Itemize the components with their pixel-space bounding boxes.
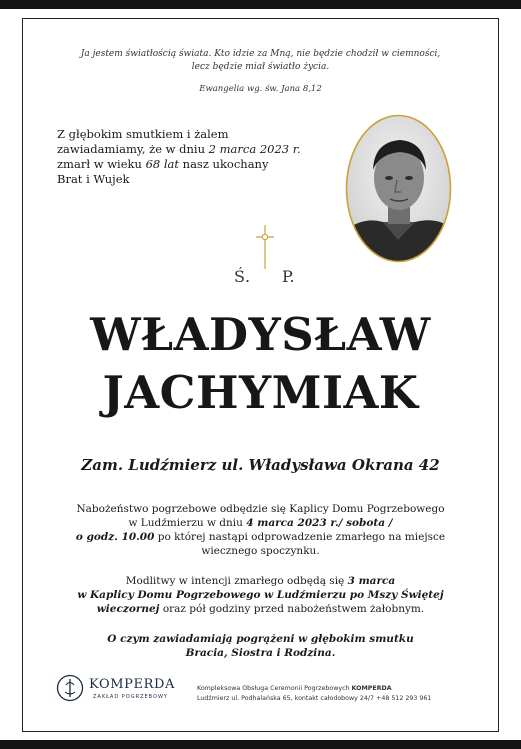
residence-address: Zam. Ludźmierz ul. Władysława Okrana 42	[81, 456, 440, 474]
funeral-line: w Ludźmierzu w dniu 4 marca 2023 r./ sobota /	[128, 517, 393, 529]
age: 68 lat	[145, 157, 180, 171]
logo-subtitle: ZAKŁAD POGRZEBOWY	[93, 694, 168, 700]
top-border	[0, 0, 521, 9]
bottom-border	[0, 740, 521, 749]
intro-line: zawiadamiamy, że w dniu 2 marca 2023 r.	[57, 142, 301, 156]
deceased-last-name: JACHYMIAK	[102, 366, 419, 419]
quote-source: Ewangelia wg. św. Jana 8,12	[199, 84, 322, 94]
funeral-line: Nabożeństwo pogrzebowe odbędzie się Kaplicy Domu Pogrzebowego	[76, 503, 445, 515]
quote-line: lecz będzie miał światło życia.	[191, 62, 330, 72]
logo-emblem-icon	[56, 674, 84, 702]
sp-letter-s: Ś.	[234, 267, 251, 286]
obituary-page	[24, 18, 497, 732]
announcement-intro	[57, 127, 357, 187]
portrait-photo	[343, 112, 454, 265]
inner-border-left	[22, 18, 23, 732]
bible-quote	[24, 48, 497, 74]
funeral-time: o godz. 10.00	[75, 531, 155, 543]
funeral-line: o godz. 10.00 po której nastąpi odprowadzenie zmarłego na miejsce	[75, 531, 446, 543]
logo-name: KOMPERDA	[89, 677, 175, 692]
prayer-date: 3 marca	[347, 575, 396, 587]
funeral-home-contact	[197, 684, 497, 704]
closing-line: Bracia, Siostra i Rodzina.	[185, 647, 336, 659]
prayer-line: wieczornej oraz pół godziny przed nabożeństwem żałobnym.	[96, 603, 425, 615]
closing-note	[44, 632, 477, 660]
komperda-logo	[56, 674, 186, 704]
funeral-line: wiecznego spoczynku.	[201, 545, 320, 557]
prayer-line: Modlitwy w intencji zmarłego odbędą się 3 marca	[125, 575, 396, 587]
death-date: 2 marca 2023 r.	[208, 142, 301, 156]
deceased-first-name: WŁADYSŁAW	[90, 308, 431, 361]
footer-line: Kompleksowa Obsługa Ceremonii Pogrzebowych KOMPERDA	[197, 685, 392, 692]
intro-line: Brat i Wujek	[57, 172, 130, 186]
funeral-info	[44, 502, 477, 558]
closing-line: O czym zawiadamiają pogrążeni w głębokim smutku	[107, 633, 414, 645]
quote-line: Ja jestem światłością świata. Kto idzie za Mną, nie będzie chodził w ciemności,	[80, 49, 441, 59]
footer-line: Ludźmierz ul. Podhalańska 65, kontakt całodobowy 24/7 +48 512 293 961	[197, 695, 432, 702]
prayer-info	[44, 574, 477, 616]
inner-border-right	[498, 18, 499, 732]
prayer-line: w Kaplicy Domu Pogrzebowego w Ludźmierzu po Mszy Świętej	[77, 589, 444, 601]
intro-line: zmarł w wieku 68 lat nasz ukochany	[57, 157, 269, 171]
funeral-date: 4 marca 2023 r./ sobota /	[246, 517, 393, 529]
cross-icon	[254, 223, 276, 271]
intro-line: Z głębokim smutkiem i żalem	[57, 127, 229, 141]
sp-letter-p: P.	[282, 267, 295, 286]
